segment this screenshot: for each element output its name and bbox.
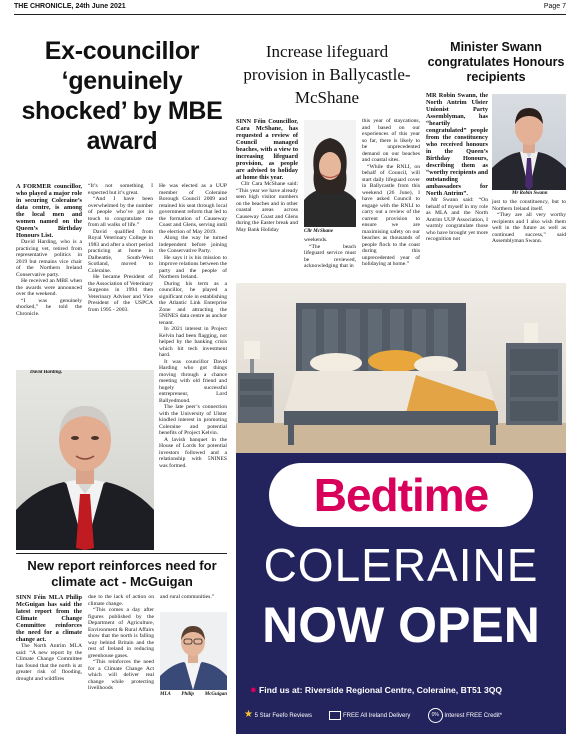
story1-col3-p8: A lavish banquet in the House of Lords for potential investors followed and a relationship with 5NINES was formed.	[159, 436, 227, 469]
story3-lead: MR Robin Swann, the North Antrim Ulster Unionist Party Assemblyman, has “heartily congratulated” people from the constituency who received honours in the Queen’s Birthday Honours, describing them as “worthy recipients and outstanding ambassadors for North Antrim”.	[426, 92, 488, 197]
story1-col3-p1: He was elected as a UUP member of Coleraine Borough Council 2009 and retained his seat through local government reform that led to the formation of Causeway Coast and Glens, serving until the election of May 2019.	[159, 183, 227, 235]
story4-headline: New report reinforces need for climate act - McGuigan	[27, 558, 217, 589]
delivery-van-icon	[329, 711, 341, 720]
story3-col1-p1: Mr Swann said: “On behalf of myself in my role as MLA and the North Antrim UUP Association, I warmly congratulate those who have brought yet more recognition not	[426, 197, 488, 242]
page-number: Page 7	[543, 3, 566, 10]
story1-bottom-rule	[16, 553, 227, 554]
story1-col2-p1: “It’s not something I expected but it’s great.	[88, 183, 153, 196]
advert-town: COLERAINE	[263, 539, 539, 591]
story2-col3	[362, 118, 420, 280]
story3-col2-p1: just to the constituency, but to Northern Ireland itself.	[492, 199, 566, 212]
story1-col3-p5: In 2021 interest in Project Kelvin had been flagging, not helped by the banking crisis which hit tech investment hard.	[159, 326, 227, 358]
story2-col2-p1: weekends.	[304, 237, 328, 243]
story1-col1-p2: He received an MBE when the awards were announced over the weekend.	[16, 278, 82, 297]
story1-col3	[159, 183, 227, 551]
story3-col1	[426, 92, 488, 280]
story4-col1	[16, 594, 82, 732]
story1-col1-p3: “I was genuinely shocked,” he told the Chronicle.	[16, 297, 82, 317]
bedtime-logo: Bedtime	[313, 469, 489, 521]
story2-col3-p2: “While the RNLI, on behalf of Council, will start daily lifeguard cover in Ballycastle from this weekend (26 June), I have asked Council to engage with the RNLI to carry out a review of the current provision to ensure we are maximising safety on our beaches as thousands of people flock to the coast during this unprecedented year of holidaying at home.”	[362, 163, 420, 267]
story1-col2-p3: David qualified from Royal Veterinary College in 1983 and after a short period practicing at home in Dalbeattie, South-West Scotland, moved to Coleraine.	[88, 228, 153, 274]
story4-col1-p1: The North Antrim MLA said: “A new report by the Climate Change Committee has found that the north is at greater risk of flooding, drought and wildfires	[16, 643, 82, 682]
page-header	[14, 2, 566, 15]
feature-delivery: FREE All Ireland Delivery	[343, 713, 411, 719]
swann-caption: Mr Robin Swann	[512, 191, 548, 196]
story1-col3-p6: It was councillor David Harding who got things moving through a chance meeting with old friend and hugely successful entrepreneur, Lord Ballyedmond.	[159, 358, 227, 404]
story2-col2	[304, 237, 356, 279]
advert-headline: NOW OPEN	[262, 597, 540, 653]
story2-col3-p1: this year of staycations, and based on our experiences of this year so far, there is likely to be unprecedented demand on our beaches and coastal sites.	[362, 118, 420, 163]
story2-col1-p1: Cllr Cara McShane said: “This year we have already seen high visitor numbers on the beaches and in other coastal areas across Causeway Coast and Glens during the Easter break and May Bank Holiday	[236, 181, 298, 233]
star-icon: ★	[244, 709, 253, 720]
story1-col3-p7: The late peer’s connection with the University of Ulster kindled interest in promoting Coleraine and potential benefits of Project Kelvin.	[159, 404, 227, 436]
feature-feefo: 5 Star Feefo Reviews	[254, 713, 312, 719]
david-harding-caption: David Harding.	[30, 370, 63, 375]
bedtime-logo-pill	[269, 463, 533, 527]
story2-headline: Increase lifeguard provision in Ballycastle- McShane	[243, 42, 411, 107]
story1-col3-p3: He says it is his mission to improve relations between the party and the people of Northern Ireland.	[159, 254, 227, 280]
advert-bedroom-photo	[236, 283, 566, 453]
mcshane-caption: Cllr McShane	[304, 229, 334, 234]
mcguigan-portrait	[160, 612, 227, 690]
swann-portrait	[492, 94, 566, 190]
story2-col1	[236, 118, 298, 278]
mcguigan-photo	[160, 612, 227, 690]
david-harding-portrait	[16, 370, 154, 550]
story3-headline: Minister Swann congratulates Honours recipients	[427, 40, 565, 84]
story2-lead: SINN Féin Councillor, Cara McShane, has requested a review of Council managed beaches, with a view to increasing lifeguard provision, as people are advised to holiday at home this year.	[236, 118, 298, 181]
story1-col1	[16, 183, 82, 367]
advert-location	[250, 683, 556, 697]
mcshane-portrait	[304, 120, 356, 227]
story4-lead: SINN Féin MLA Philip McGuigan has said the latest report from the Climate Change Committee reinforces the need for a climate change act.	[16, 594, 82, 643]
story4-col2-p2: “This comes a day after figures published by the Department of Agriculture, Environment & Rural Affairs show that the north is falling way behind Britain and the rest of Ireland in reducing greenhouse gases.	[88, 607, 154, 659]
story4-col2-p3: “This reinforces the need for a Climate Change Act which will deliver real change while protecting livelihoods	[88, 659, 154, 691]
story4-col2-p1: due to the lack of action on climate change.	[88, 594, 154, 607]
story1-col3-p2: Along the way he turned independent before joining the Conservative Party.	[159, 235, 227, 254]
story1-col2-p4: He became President of the Association of Veterinary Surgeons in 1994 then Veterinary Adviser and Vice President of the USPCA from 1995 - 2003.	[88, 274, 153, 313]
story1-col2	[88, 183, 153, 367]
story1-headline: Ex-councillor ‘genuinely shocked’ by MBE award	[21, 37, 223, 155]
advert-features	[244, 707, 560, 723]
story4-col3-p1: and rural communities.”	[160, 594, 215, 600]
publication-line: THE CHRONICLE, 24th June 2021	[14, 3, 126, 10]
story1-col1-p1: David Harding, who is a practicing vet, retired from representative politics in 2019 but remains vice chair of the Northern Ireland Conservative party.	[16, 239, 82, 278]
feature-credit: Interest FREE Credit*	[444, 713, 503, 719]
story4-col3	[160, 594, 227, 608]
mcguigan-caption: MLA Philip McGuigan	[160, 692, 227, 697]
bed-illustration	[236, 283, 566, 453]
story3-col2	[492, 199, 566, 279]
story1-col3-p4: During his term as a councillor, he played a significant role in establishing the Atlantic Link Enterprise Zone and attracting the 5NINES data centre as anchor tenant.	[159, 280, 227, 326]
swann-photo	[492, 94, 566, 190]
map-pin-icon: ●	[250, 684, 257, 696]
zero-percent-icon: 0%	[428, 708, 443, 723]
story1-col2-p2: “And I have been overwhelmed by the number of people who’ve got in touch to congratulate me from all walks of life.”	[88, 196, 153, 228]
story1-lead: A FORMER councillor, who played a major role in securing Coleraine’s data centre, is among the local men and women named on the Queen’s Birthday Honours List.	[16, 183, 82, 239]
advert-location-text: Find us at: Riverside Regional Centre, Coleraine, BT51 3QQ	[259, 685, 503, 695]
bedtime-advert	[236, 283, 566, 734]
story2-col2-p2: “The beach lifeguard service must be reviewed, acknowledging that in	[304, 243, 356, 269]
story4-col2	[88, 594, 154, 732]
mcshane-photo	[304, 120, 356, 227]
david-harding-photo	[16, 370, 154, 550]
story3-col2-p2: “They are all very worthy recipients and I also wish them well in the future as well as continued success,” said Assemblyman Swann.	[492, 212, 566, 244]
